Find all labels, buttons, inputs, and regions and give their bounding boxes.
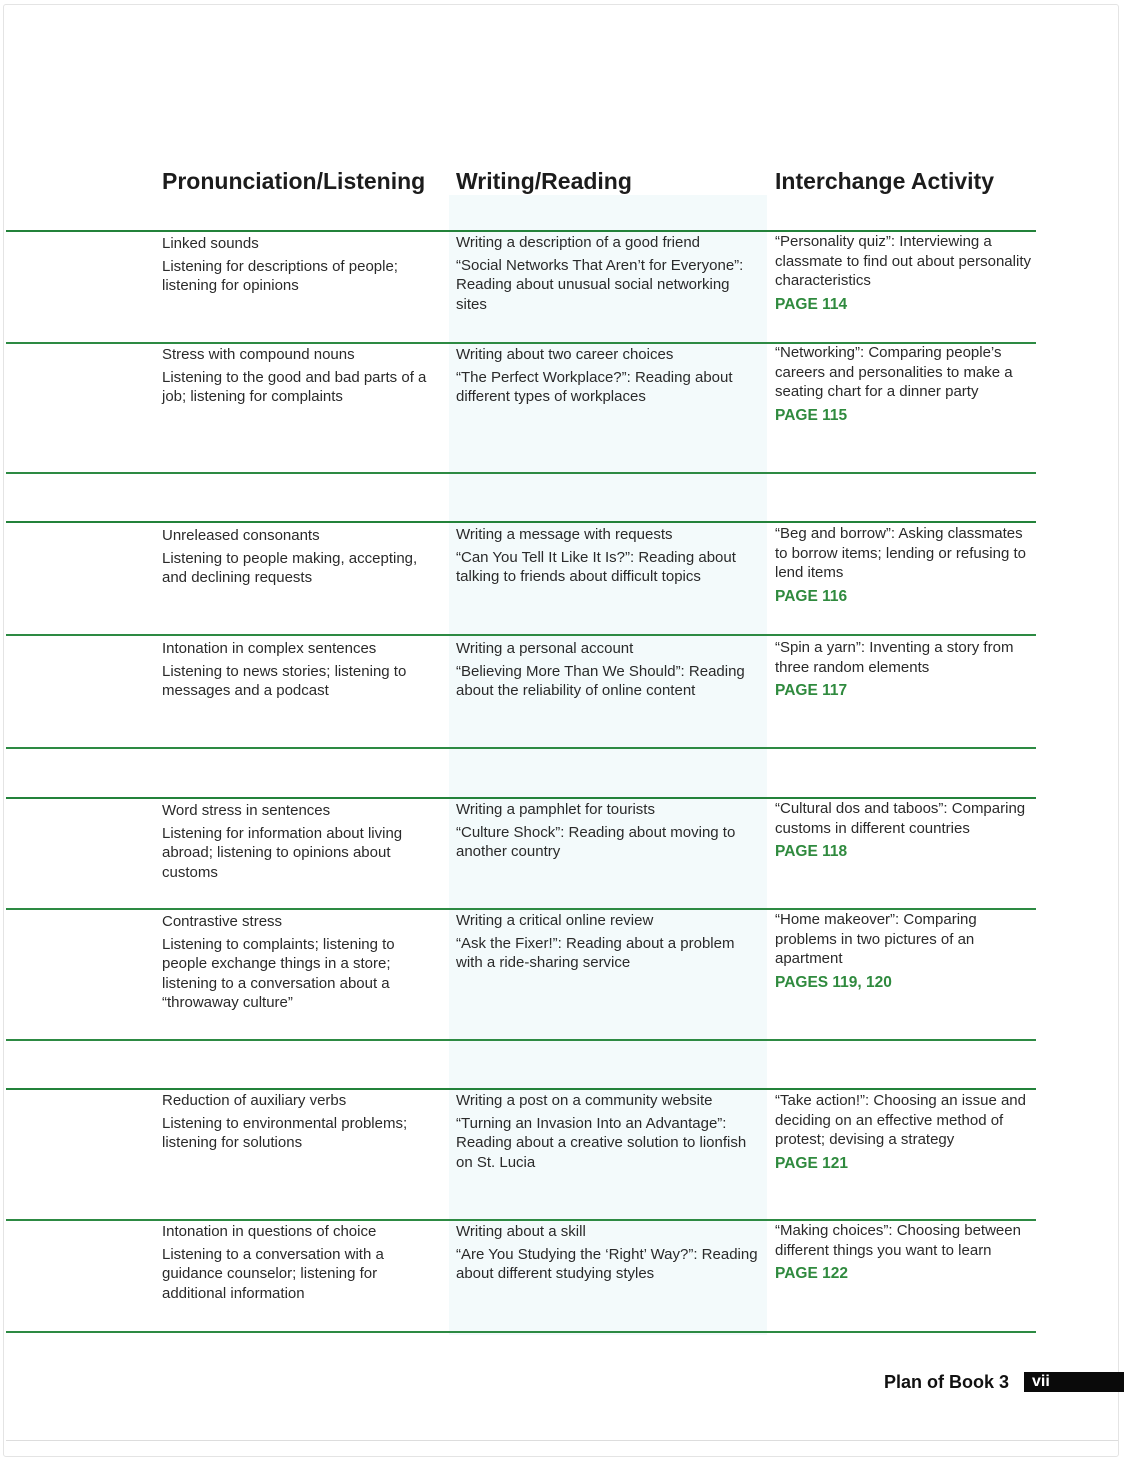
row-3-listening: Listening to people making, accepting, and declining requests xyxy=(162,549,418,586)
row-2-pron-topic: Stress with compound nouns xyxy=(162,346,355,363)
row-3-writing-task: Writing a message with requests xyxy=(456,526,673,543)
row-2-pronunciation xyxy=(162,345,442,407)
row-2-page-link[interactable]: PAGE 115 xyxy=(775,406,848,424)
row-8-writing-task: Writing about a skill xyxy=(456,1223,586,1240)
row-4-page-link[interactable]: PAGE 117 xyxy=(775,682,848,699)
footer-title: Plan of Book 3 xyxy=(884,1372,1010,1392)
row-5-writing xyxy=(456,800,761,862)
row-2-listening: Listening to the good and bad parts of a job; listening for complaints xyxy=(162,368,427,405)
row-8-interchange xyxy=(775,1221,1033,1284)
row-6-listening: Listening to complaints; listening to people exchange things in a store; listening to a conversation about a “throwaway culture” xyxy=(162,935,395,1011)
row-6-page-link[interactable]: PAGES 119, 120 xyxy=(775,973,892,991)
bottom-divider xyxy=(6,1440,1118,1441)
row-4-activity: “Spin a yarn”: Inventing a story from three random elements xyxy=(775,639,1014,676)
rule-bottom xyxy=(6,1331,1036,1333)
header-interchange: Interchange Activity xyxy=(775,168,994,194)
row-5-reading: “Culture Shock”: Reading about moving to another country xyxy=(456,823,736,860)
row-5-activity: “Cultural dos and taboos”: Comparing customs in different countries xyxy=(775,800,1026,837)
row-8-activity: “Making choices”: Choosing between different things you want to learn xyxy=(775,1222,1021,1259)
header-pronunciation: Pronunciation/Listening xyxy=(162,168,426,194)
row-7-page-link[interactable]: PAGE 121 xyxy=(775,1154,848,1172)
row-8-listening: Listening to a conversation with a guidance counselor; listening for additional information xyxy=(162,1245,384,1302)
row-8-page-link[interactable]: PAGE 122 xyxy=(775,1265,848,1282)
row-6-pron-topic: Contrastive stress xyxy=(162,913,283,930)
row-7-reading: “Turning an Invasion Into an Advantage”: Reading about a creative solution to lionfish on St. Lucia xyxy=(456,1114,747,1171)
row-7-pronunciation xyxy=(162,1091,442,1153)
row-6-pronunciation xyxy=(162,912,442,1013)
rule-unit-end-2 xyxy=(6,747,1036,749)
row-2-writing xyxy=(456,345,761,407)
rule-unit-start-4 xyxy=(6,1088,1036,1090)
row-3-interchange xyxy=(775,524,1033,606)
row-5-interchange xyxy=(775,799,1033,862)
row-1-activity: “Personality quiz”: Interviewing a classmate to find out about personality characteristics xyxy=(775,233,1031,289)
row-4-listening: Listening to news stories; listening to messages and a podcast xyxy=(162,662,407,699)
row-1-listening: Listening for descriptions of people; listening for opinions xyxy=(162,257,398,294)
row-7-activity: “Take action!”: Choosing an issue and deciding on an effective method of protest; devising a strategy xyxy=(775,1092,1026,1148)
row-2-interchange xyxy=(775,343,1033,425)
row-4-pronunciation xyxy=(162,639,442,701)
row-5-pron-topic: Word stress in sentences xyxy=(162,802,331,819)
row-7-pron-topic: Reduction of auxiliary verbs xyxy=(162,1092,347,1109)
row-8-pron-topic: Intonation in questions of choice xyxy=(162,1223,377,1240)
rule-unit-end-3 xyxy=(6,1039,1036,1041)
row-3-page-link[interactable]: PAGE 116 xyxy=(775,587,848,605)
row-1-writing-task: Writing a description of a good friend xyxy=(456,234,701,251)
row-2-writing-task: Writing about two career choices xyxy=(456,346,674,363)
row-8-pronunciation xyxy=(162,1222,442,1303)
row-8-writing xyxy=(456,1222,761,1284)
row-4-reading: “Believing More Than We Should”: Reading about the reliability of online content xyxy=(456,662,745,699)
row-4-pron-topic: Intonation in complex sentences xyxy=(162,640,377,657)
row-7-interchange xyxy=(775,1091,1033,1173)
row-1-interchange xyxy=(775,232,1033,314)
row-1-page-link[interactable]: PAGE 114 xyxy=(775,295,848,313)
row-4-writing xyxy=(456,639,761,701)
row-6-writing-task: Writing a critical online review xyxy=(456,912,654,929)
page-folio: vii xyxy=(1024,1372,1124,1392)
row-7-listening: Listening to environmental problems; listening for solutions xyxy=(162,1114,408,1151)
row-8-reading: “Are You Studying the ‘Right’ Way?”: Reading about different studying styles xyxy=(456,1245,758,1282)
row-6-writing xyxy=(456,911,761,973)
row-1-writing xyxy=(456,233,761,314)
rule-unit-end-1 xyxy=(6,472,1036,474)
row-3-writing xyxy=(456,525,761,587)
row-4-interchange xyxy=(775,638,1033,701)
row-3-reading: “Can You Tell It Like It Is?”: Reading about talking to friends about difficult topics xyxy=(456,548,736,585)
row-2-reading: “The Perfect Workplace?”: Reading about different types of workplaces xyxy=(456,368,733,405)
row-1-pronunciation xyxy=(162,234,442,296)
row-5-listening: Listening for information about living abroad; listening to opinions about customs xyxy=(162,824,403,881)
row-6-reading: “Ask the Fixer!”: Reading about a problem with a ride-sharing service xyxy=(456,934,735,971)
rule-row-3 xyxy=(6,634,1036,636)
header-writing: Writing/Reading xyxy=(456,168,632,194)
row-1-reading: “Social Networks That Aren’t for Everyone”: Reading about unusual social networking sites xyxy=(456,256,744,313)
row-4-writing-task: Writing a personal account xyxy=(456,640,634,657)
rule-unit-start-2 xyxy=(6,521,1036,523)
row-5-writing-task: Writing a pamphlet for tourists xyxy=(456,801,655,818)
row-3-activity: “Beg and borrow”: Asking classmates to borrow items; lending or refusing to lend items xyxy=(775,525,1026,581)
row-2-activity: “Networking”: Comparing people’s careers and personalities to make a seating chart for a dinner party xyxy=(775,344,1013,400)
row-5-page-link[interactable]: PAGE 118 xyxy=(775,843,848,860)
row-7-writing xyxy=(456,1091,761,1172)
row-3-pronunciation xyxy=(162,526,442,588)
row-7-writing-task: Writing a post on a community website xyxy=(456,1092,713,1109)
row-6-interchange xyxy=(775,910,1033,992)
row-3-pron-topic: Unreleased consonants xyxy=(162,527,320,544)
row-6-activity: “Home makeover”: Comparing problems in two pictures of an apartment xyxy=(775,911,977,967)
row-5-pronunciation xyxy=(162,801,442,882)
row-1-pron-topic: Linked sounds xyxy=(162,235,259,252)
